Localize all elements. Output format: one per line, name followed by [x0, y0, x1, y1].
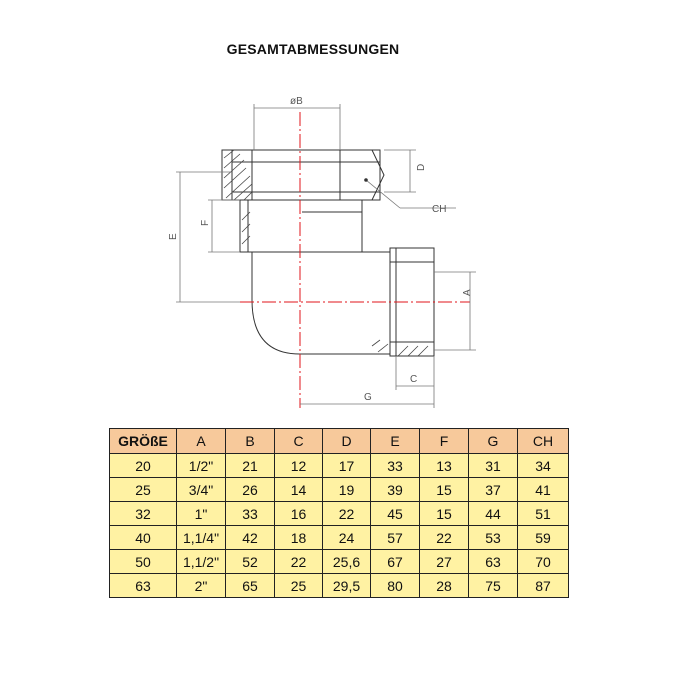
- table-cell: 37: [469, 478, 518, 502]
- dim-label-a: A: [462, 289, 473, 296]
- table-cell: 80: [371, 574, 420, 598]
- header-cell: D: [323, 429, 371, 454]
- table-cell: 59: [518, 526, 569, 550]
- table-row: [110, 502, 569, 526]
- header-cell: CH: [518, 429, 569, 454]
- table-cell: 65: [226, 574, 275, 598]
- table-cell: 67: [371, 550, 420, 574]
- table-cell: 31: [469, 454, 518, 478]
- table-cell: 20: [110, 454, 177, 478]
- header-cell: C: [275, 429, 323, 454]
- table-cell: 41: [518, 478, 569, 502]
- dim-label-ch: CH: [432, 204, 447, 215]
- table-cell: 52: [226, 550, 275, 574]
- header-cell: G: [469, 429, 518, 454]
- table-cell: 28: [420, 574, 469, 598]
- table-cell: 33: [226, 502, 275, 526]
- table-cell: 63: [469, 550, 518, 574]
- table-cell: 32: [110, 502, 177, 526]
- table-cell: 25,6: [323, 550, 371, 574]
- table-cell: 27: [420, 550, 469, 574]
- table-cell: 40: [110, 526, 177, 550]
- table-cell: 1/2": [177, 454, 226, 478]
- dim-label-c: C: [410, 374, 418, 385]
- table-cell: 14: [275, 478, 323, 502]
- table-cell: 22: [275, 550, 323, 574]
- dim-label-d: D: [416, 163, 427, 171]
- header-cell: A: [177, 429, 226, 454]
- elbow-body: [252, 252, 390, 354]
- table-row: [110, 550, 569, 574]
- dim-label-phi-b: øB: [290, 96, 303, 107]
- table-cell: 2": [177, 574, 226, 598]
- page-title: GESAMTABMESSUNGEN: [226, 41, 400, 57]
- table-cell: 42: [226, 526, 275, 550]
- table-cell: 24: [323, 526, 371, 550]
- table-cell: 12: [275, 454, 323, 478]
- table-row: [110, 478, 569, 502]
- table-cell: 33: [371, 454, 420, 478]
- table-cell: 22: [323, 502, 371, 526]
- table-cell: 21: [226, 454, 275, 478]
- table-cell: 22: [420, 526, 469, 550]
- dim-label-g: G: [364, 392, 372, 403]
- table-row: [110, 454, 569, 478]
- header-cell: E: [371, 429, 420, 454]
- table-cell: 25: [275, 574, 323, 598]
- table-cell: 87: [518, 574, 569, 598]
- section-hatching: [224, 150, 428, 356]
- table-header-row: [110, 429, 569, 454]
- table-cell: 25: [110, 478, 177, 502]
- header-cell: F: [420, 429, 469, 454]
- table-cell: 19: [323, 478, 371, 502]
- table-cell: 18: [275, 526, 323, 550]
- table-cell: 50: [110, 550, 177, 574]
- table-cell: 34: [518, 454, 569, 478]
- table-cell: 26: [226, 478, 275, 502]
- table-cell: 39: [371, 478, 420, 502]
- body-neck: [240, 200, 362, 252]
- table-cell: 13: [420, 454, 469, 478]
- table-cell: 1,1/2": [177, 550, 226, 574]
- table-cell: 45: [371, 502, 420, 526]
- table-row: [110, 526, 569, 550]
- table-cell: 29,5: [323, 574, 371, 598]
- header-cell: B: [226, 429, 275, 454]
- fitting-outline: [222, 150, 434, 356]
- dim-label-f: F: [200, 219, 211, 226]
- header-cell: GRÖßE: [110, 429, 177, 454]
- table-cell: 16: [275, 502, 323, 526]
- table-cell: 3/4": [177, 478, 226, 502]
- table-cell: 53: [469, 526, 518, 550]
- table-cell: 15: [420, 502, 469, 526]
- table-cell: 57: [371, 526, 420, 550]
- table-cell: 1,1/4": [177, 526, 226, 550]
- table-cell: 75: [469, 574, 518, 598]
- table-cell: 44: [469, 502, 518, 526]
- center-axes: [240, 112, 470, 408]
- ch-leader-dot: [364, 178, 368, 182]
- dimensions-table: [109, 428, 569, 598]
- table-cell: 1": [177, 502, 226, 526]
- table-row: [110, 574, 569, 598]
- dim-label-e: E: [168, 233, 179, 240]
- table-cell: 51: [518, 502, 569, 526]
- table-cell: 63: [110, 574, 177, 598]
- table-cell: 15: [420, 478, 469, 502]
- table-cell: 70: [518, 550, 569, 574]
- table-cell: 17: [323, 454, 371, 478]
